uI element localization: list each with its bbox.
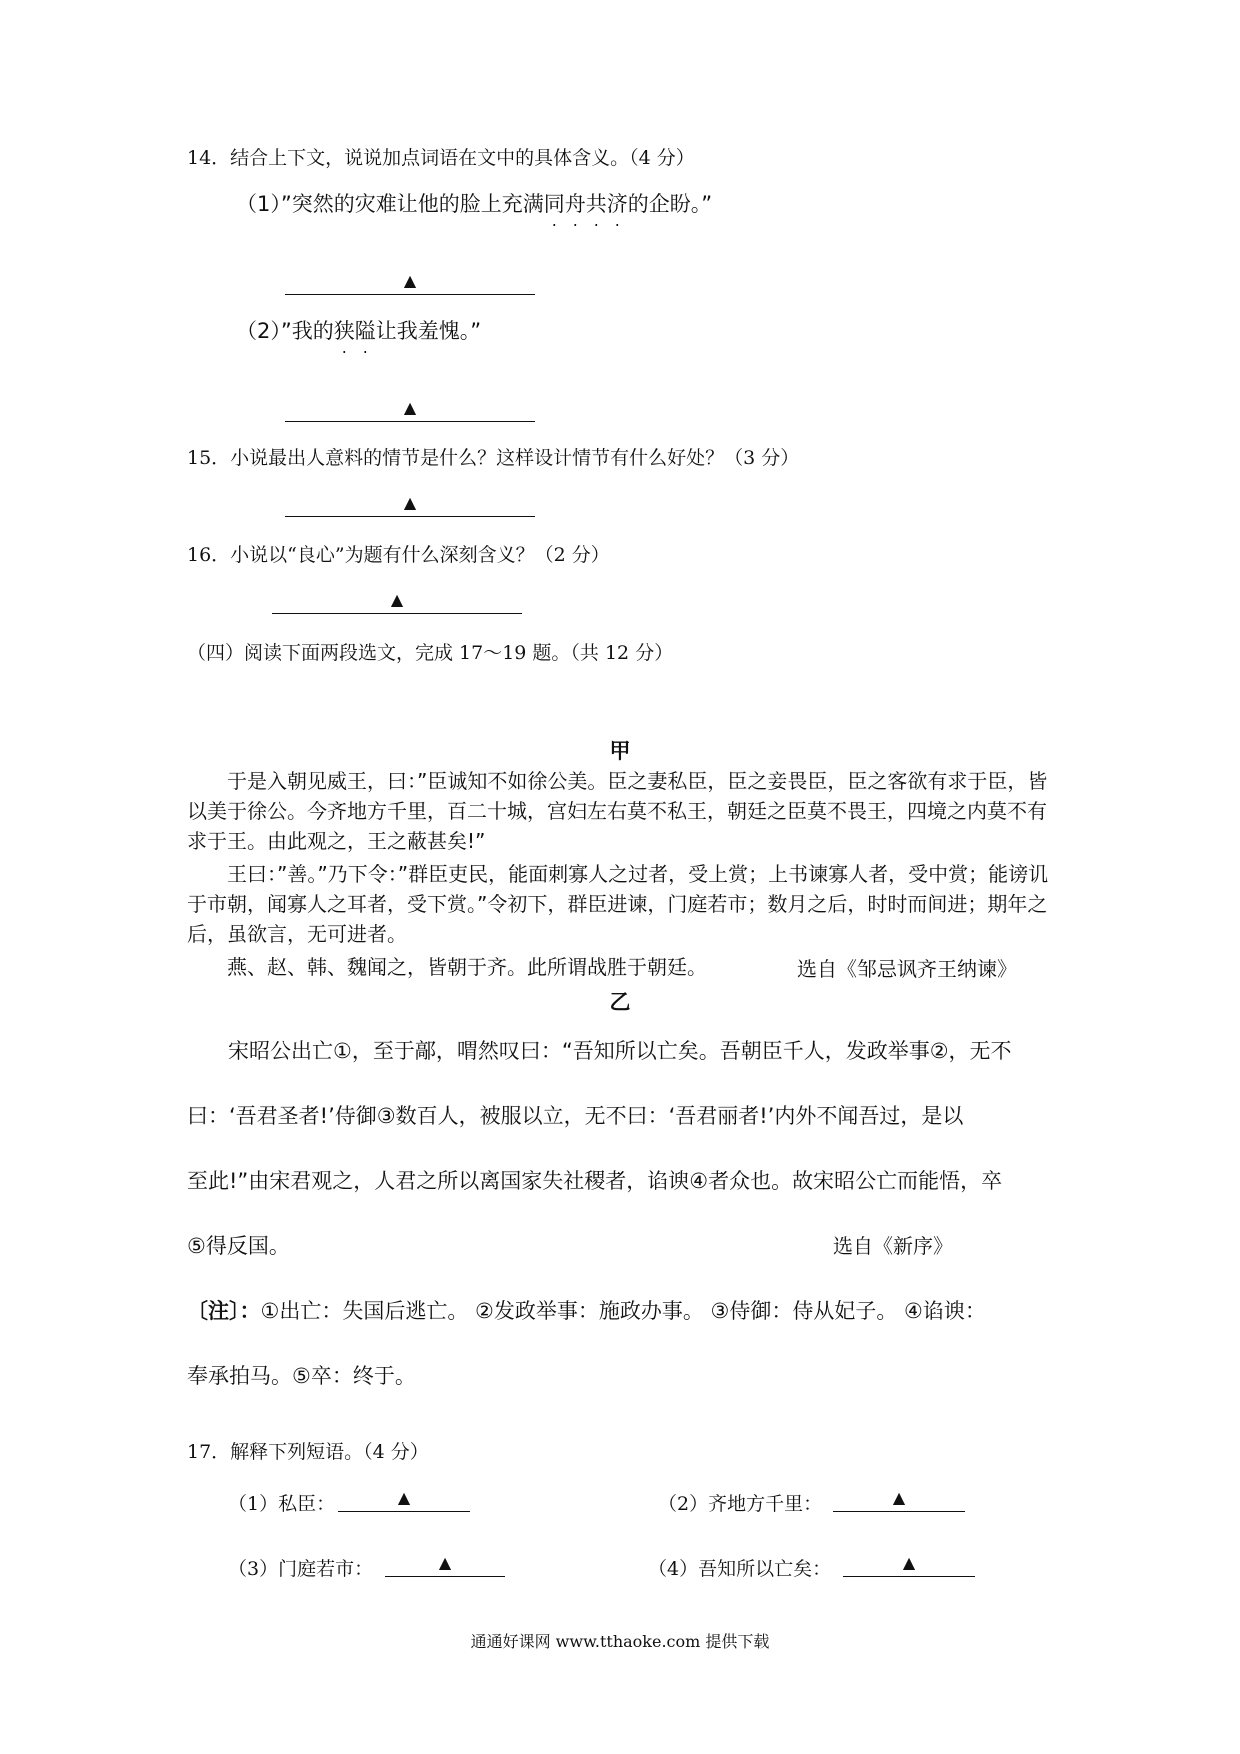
q16-title: 16．小说以“良心”为题有什么深刻含义？（2 分） <box>187 544 610 566</box>
answer-triangle-icon: ▲ <box>403 493 417 512</box>
q14-title: 14．结合上下文，说说加点词语在文中的具体含义。（4 分） <box>187 147 695 169</box>
answer-triangle-icon: ▲ <box>403 398 417 417</box>
passage-yi-line1: 宋昭公出亡①，至于鄗，喟然叹曰：“吾知所以亡矣。吾朝臣千人，发政举事②，无不 <box>228 1039 1012 1063</box>
q14-2-answer-blank[interactable] <box>285 395 535 422</box>
passage-yi-line4: ⑤得反国。 <box>187 1234 290 1258</box>
q17-item3-blank[interactable] <box>385 1550 505 1577</box>
answer-triangle-icon: ▲ <box>902 1553 916 1572</box>
passage-yi-line3: 至此!”由宋君观之，人君之所以离国家失社稷者，谄谀④者众也。故宋昭公亡而能悟，卒 <box>187 1169 1003 1193</box>
q17-item4-label: （4）吾知所以亡矣： <box>648 1558 832 1580</box>
q17-item1-blank[interactable] <box>338 1485 470 1512</box>
q15-answer-blank[interactable] <box>285 490 535 517</box>
q14-sub2-post: 让我羞愧。” <box>375 319 482 343</box>
passage-yi-heading: 乙 <box>609 990 631 1014</box>
passage-jia-p3: 燕、赵、韩、魏闻之，皆朝于齐。此所谓战胜于朝廷。 <box>227 955 707 979</box>
passage-yi-line2: 曰：‘吾君圣者!’侍御③数百人，被服以立，无不曰：‘吾君丽者!’内外不闻吾过，是以 <box>187 1104 964 1128</box>
footer-download-note: 通通好课网 www.tthaoke.com 提供下载 <box>470 1632 770 1651</box>
q17-item2-blank[interactable] <box>833 1485 965 1512</box>
q15-title: 15．小说最出人意料的情节是什么？这样设计情节有什么好处？（3 分） <box>187 447 800 469</box>
answer-triangle-icon: ▲ <box>892 1488 906 1507</box>
answer-triangle-icon: ▲ <box>397 1488 411 1507</box>
emphasis-dot-char: 隘 <box>354 319 376 343</box>
section4-title: （四）阅读下面两段选文，完成 17～19 题。（共 12 分） <box>187 642 674 664</box>
answer-triangle-icon: ▲ <box>390 590 404 609</box>
passage-jia-p1: 于是入朝见威王，曰：”臣诚知不如徐公美。臣之妻私臣，臣之妾畏臣，臣之客欲有求于臣，皆以美于徐公。今齐地方千里，百二十城，宫妇左右莫不私王，朝廷之臣莫不畏王，四境之内莫不有求于王。由此观之，王之蔽甚矣!” <box>187 769 1048 853</box>
emphasis-dot-char: 狭 <box>333 319 355 343</box>
emphasis-dot-char: 济 <box>606 192 628 216</box>
q17-title: 17．解释下列短语。（4 分） <box>187 1441 429 1463</box>
passage-yi-source: 选自《新序》 <box>833 1234 953 1258</box>
q14-1-answer-blank[interactable] <box>285 268 535 295</box>
q16-answer-blank[interactable] <box>272 587 522 614</box>
passage-jia-heading: 甲 <box>609 739 631 763</box>
passage-jia-source: 选自《邹忌讽齐王纳谏》 <box>797 957 1017 981</box>
notes-text1: ①出亡：失国后逃亡。 ②发政举事：施政办事。 ③侍御：侍从妃子。 ④谄谀： <box>260 1299 986 1323</box>
q14-sub1-pre: （1）”突然的灾难让他的脸上充满 <box>236 192 544 216</box>
q14-sub1-dotted <box>544 192 628 216</box>
answer-triangle-icon: ▲ <box>403 271 417 290</box>
notes-line2: 奉承拍马。⑤卒：终于。 <box>187 1364 416 1388</box>
emphasis-dot-char: 共 <box>585 192 607 216</box>
answer-triangle-icon: ▲ <box>438 1553 452 1572</box>
notes-label: 〔注〕： <box>187 1299 261 1323</box>
q17-item1-label: （1）私臣： <box>228 1493 336 1515</box>
emphasis-dot-char: 舟 <box>564 192 586 216</box>
q14-sub1-post: 的企盼。” <box>627 192 713 216</box>
q17-item2-label: （2）齐地方千里： <box>658 1493 823 1515</box>
q17-item3-label: （3）门庭若市： <box>228 1558 374 1580</box>
passage-jia-p2: 王曰：”善。”乃下令：”群臣吏民，能面刺寡人之过者，受上赏；上书谏寡人者，受中赏；能谤讥于市朝，闻寡人之耳者，受下赏。”令初下，群臣进谏，门庭若市；数月之后，时时而间进；期年之后，虽欲言，无可进者。 <box>187 862 1049 946</box>
emphasis-dot-char: 同 <box>543 192 565 216</box>
q14-sub2 <box>236 315 481 345</box>
notes-line1 <box>187 1295 986 1325</box>
q17-item4-blank[interactable] <box>843 1550 975 1577</box>
q14-sub2-pre: （2）”我的 <box>236 319 334 343</box>
q14-sub1 <box>236 188 712 218</box>
q14-sub2-dotted <box>334 319 376 343</box>
